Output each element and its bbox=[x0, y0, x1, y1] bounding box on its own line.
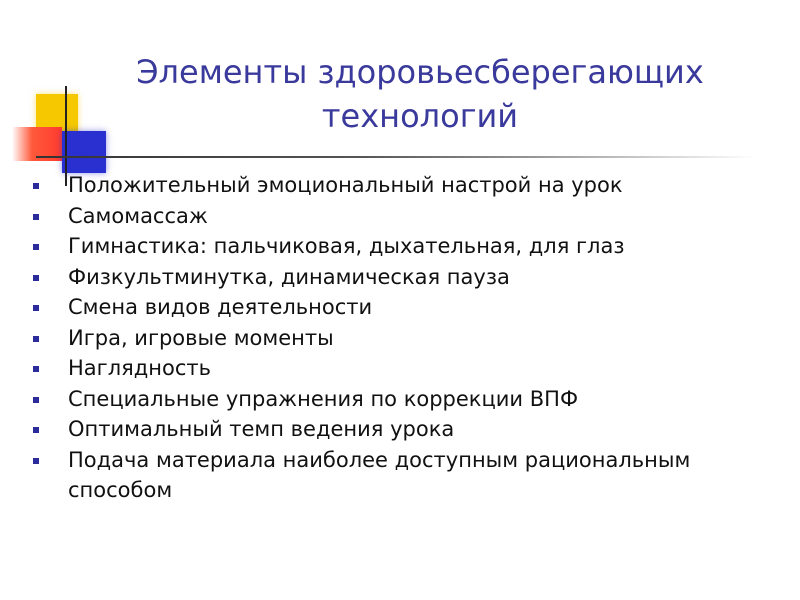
square-bullet-icon bbox=[33, 366, 39, 372]
list-item-text: Гимнастика: пальчиковая, дыхательная, для глаз bbox=[68, 234, 625, 258]
square-bullet-icon bbox=[33, 275, 39, 281]
list-item bbox=[30, 262, 770, 293]
list-item bbox=[30, 323, 770, 354]
square-bullet-icon bbox=[33, 244, 39, 250]
square-bullet-icon bbox=[33, 214, 39, 220]
list-item-text: Оптимальный темп ведения урока bbox=[68, 417, 455, 441]
list-item-text: Самомассаж bbox=[68, 203, 208, 228]
slide-title-line2: технологий bbox=[321, 97, 519, 135]
list-item bbox=[30, 384, 770, 415]
list-item bbox=[30, 292, 770, 323]
list-item-text: Специальные упражнения по коррекции ВПФ bbox=[68, 386, 579, 411]
square-bullet-icon bbox=[33, 458, 39, 464]
square-bullet-icon bbox=[33, 305, 39, 311]
list-item bbox=[30, 353, 770, 384]
slide-title-line1: Элементы здоровьесберегающих bbox=[136, 53, 704, 91]
title-divider-line bbox=[36, 156, 756, 158]
list-item bbox=[30, 445, 770, 506]
square-bullet-icon bbox=[33, 336, 39, 342]
list-item-text: Смена видов деятельности bbox=[68, 295, 373, 319]
list-item bbox=[30, 170, 770, 201]
list-item-text: Наглядность bbox=[68, 356, 212, 380]
list-item-text: Физкультминутка, динамическая пауза bbox=[68, 264, 510, 289]
list-item-text: Подача материала наиболее доступным рациональным способом bbox=[68, 447, 691, 502]
list-item-text: Игра, игровые моменты bbox=[68, 325, 334, 350]
slide-title bbox=[100, 50, 740, 138]
bullet-list bbox=[30, 170, 770, 506]
square-bullet-icon bbox=[33, 183, 39, 189]
list-item bbox=[30, 414, 770, 445]
list-item-text: Положительный эмоциональный настрой на урок bbox=[68, 173, 623, 197]
square-bullet-icon bbox=[33, 427, 39, 433]
list-item bbox=[30, 231, 770, 262]
square-bullet-icon bbox=[33, 397, 39, 403]
list-item bbox=[30, 201, 770, 232]
